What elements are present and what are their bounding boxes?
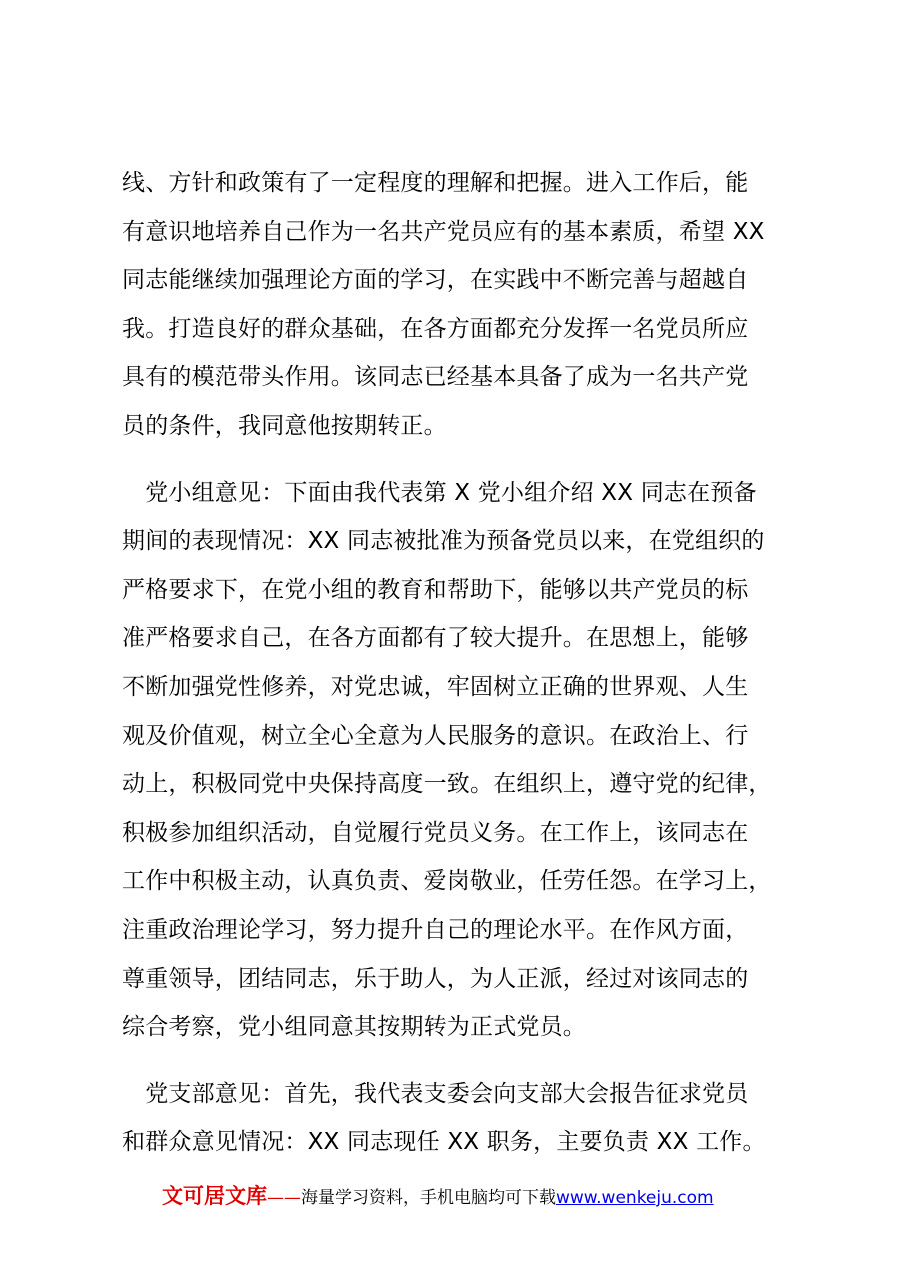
paragraph-line: 观及价值观，树立全心全意为人民服务的意识。在政治上、行 <box>122 722 749 749</box>
paragraph-line: 党小组意见：下面由我代表第 X 党小组介绍 XX 同志在预备 <box>122 479 757 506</box>
paragraph-line: 期间的表现情况：XX 同志被批准为预备党员以来，在党组织的 <box>122 528 765 555</box>
paragraph-line: 综合考察，党小组同意其按期转为正式党员。 <box>122 1014 586 1041</box>
page-footer <box>162 1181 714 1213</box>
paragraph-line: 尊重领导，团结同志，乐于助人，为人正派，经过对该同志的 <box>122 965 749 992</box>
footer-tagline: 海量学习资料，手机电脑均可下载 <box>301 1188 556 1208</box>
paragraph-line: 工作中积极主动，认真负责、爱岗敬业，任劳任怨。在学习上， <box>122 868 772 895</box>
paragraph-party-group-opinion <box>122 469 802 1052</box>
footer-brand: 文可居文库 <box>162 1184 267 1208</box>
paragraph-line: 不断加强党性修养，对党忠诚，牢固树立正确的世界观、人生 <box>122 673 749 700</box>
paragraph-spacer <box>122 1052 802 1070</box>
paragraph-line: 具有的模范带头作用。该同志已经基本具备了成为一名共产党 <box>122 364 749 391</box>
paragraph-line: 线、方针和政策有了一定程度的理解和把握。进入工作后，能 <box>122 170 749 196</box>
paragraph-line: 有意识地培养自己作为一名共产党员应有的基本素质，希望 XX <box>122 218 765 245</box>
paragraph-line: 准严格要求自己，在各方面都有了较大提升。在思想上，能够 <box>122 625 749 652</box>
paragraph-line: 注重政治理论学习，努力提升自己的理论水平。在作风方面， <box>122 916 749 943</box>
paragraph-1 <box>122 159 802 451</box>
paragraph-spacer <box>122 451 802 469</box>
paragraph-line: 严格要求下，在党小组的教育和帮助下，能够以共产党员的标 <box>122 576 749 603</box>
footer-dash: —— <box>267 1188 301 1208</box>
footer-url-link[interactable]: www.wenkeju.com <box>556 1188 714 1208</box>
paragraph-line: 党支部意见：首先，我代表支委会向支部大会报告征求党员 <box>122 1080 749 1107</box>
paragraph-party-branch-opinion <box>122 1070 802 1167</box>
paragraph-line: 我。打造良好的群众基础，在各方面都充分发挥一名党员所应 <box>122 315 749 342</box>
paragraph-line: 同志能继续加强理论方面的学习，在实践中不断完善与超越自 <box>122 267 749 294</box>
paragraph-line: 动上，积极同党中央保持高度一致。在组织上，遵守党的纪律， <box>122 771 772 798</box>
paragraph-line: 员的条件，我同意他按期转正。 <box>122 412 447 439</box>
document-body <box>122 159 802 1167</box>
paragraph-line: 积极参加组织活动，自觉履行党员义务。在工作上，该同志在 <box>122 819 749 846</box>
paragraph-line: 和群众意见情况：XX 同志现任 XX 职务，主要负责 XX 工作。 <box>122 1129 766 1156</box>
